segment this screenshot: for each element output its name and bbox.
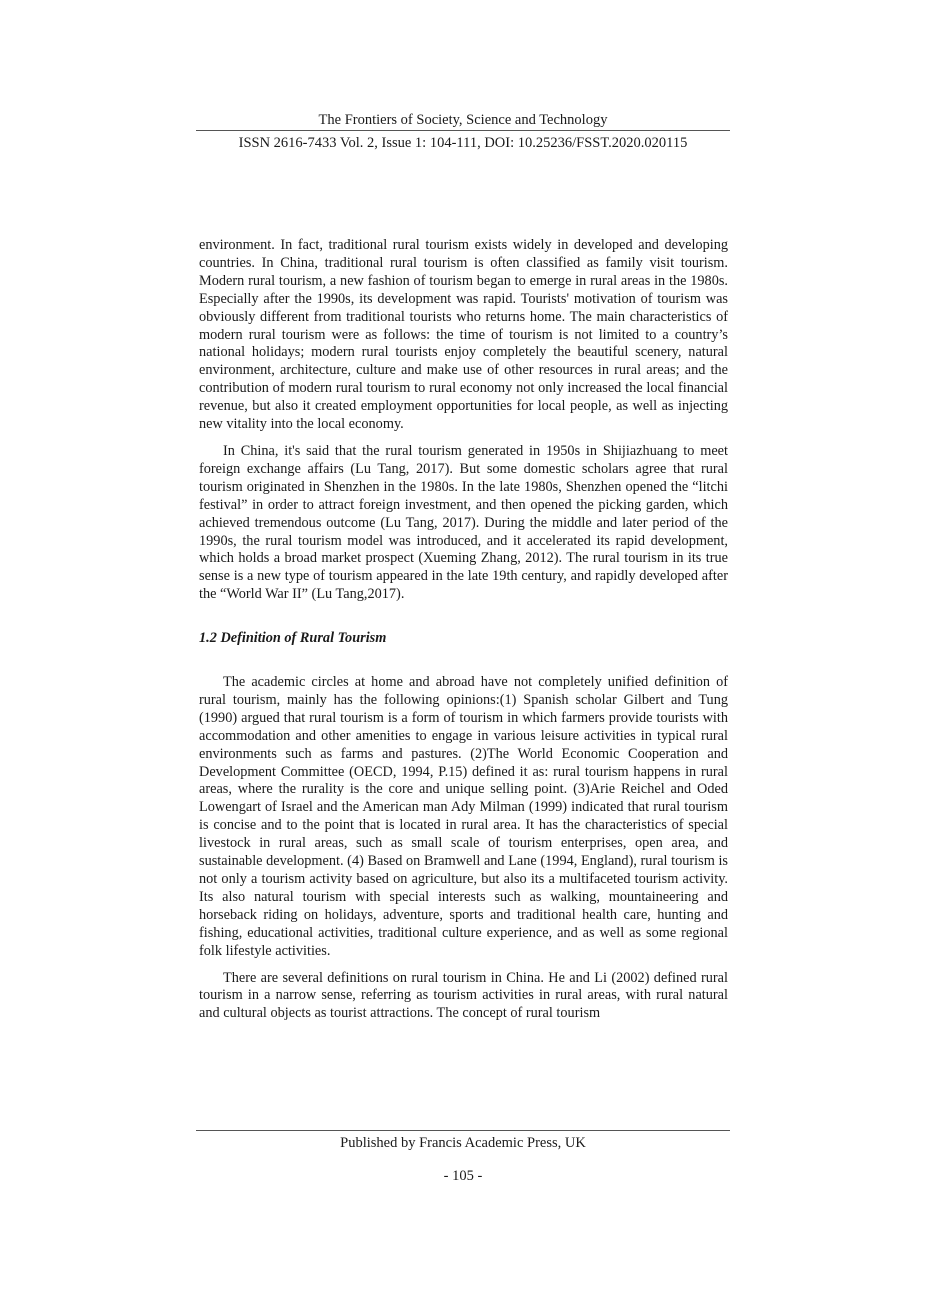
footer-rule [196,1130,730,1131]
body-text [199,237,728,1032]
running-header-journal: The Frontiers of Society, Science and Technology [318,112,608,128]
paragraph-definitions-abroad: The academic circles at home and abroad have not completely unified definition of rural tourism, mainly has the following opinions:(1) Spanish scholar Gilbert and Tung (1990) argued that rural tourism is a form of tourism in which farmers provide tourists with accommodation and other amenities to engage in various leisure activities in typical rural environments such as farms and pastures. (2)The World Economic Cooperation and Development Committee (OECD, 1994, P.15) defined it as: rural tourism happens in rural areas, where the rurality is the core and unique selling point. (3)Arie Reichel and Oded Lowengart of Israel and the American man Ady Milman (1999) indicated that rural tourism is concise and to the point that is located in rural area. It has the characteristics of special livestock in rural areas, such as small scale of tourism enterprises, open area, and sustainable development. (4) Based on Bramwell and Lane (1994, England), rural tourism is not only a tourism activity based on agriculture, but also its a multifaceted tourism activity. Its also natural tourism with special interests such as walking, mountaineering and horseback riding on holidays, adventure, sports and traditional health care, hunting and fishing, educational activities, traditional culture experience, and as well as some regional folk lifestyle activities. [199,674,728,959]
paragraph-definitions-china: There are several definitions on rural tourism in China. He and Li (2002) defined rural tourism in a narrow sense, referring as tourism activities in rural areas, with rural natural and cultural objects as tourist attractions. The concept of rural tourism [199,969,728,1022]
page-number: - 105 - [443,1168,483,1184]
section-heading: 1.2 Definition of Rural Tourism [199,630,387,647]
header-rule [196,130,730,131]
paragraph-continuation: environment. In fact, traditional rural tourism exists widely in developed and developing countries. In China, traditional rural tourism is often classified as family visit tourism. Modern rural tourism, a new fashion of tourism began to emerge in rural areas in the 1980s. Especially after the 1990s, its development was rapid. Tourists' motivation of tourism was obviously different from traditional tourists who returns home. The main characteristics of modern rural tourism were as follows: the time of tourism is not limited to a country’s national holidays; modern rural tourists enjoy completely the beautiful scenery, natural environment, architecture, culture and make use of other resources in rural areas; and the contribution of modern rural tourism to rural economy not only increased the local financial revenue, but also it created employment opportunities for local people, as well as injecting new vitality into the local economy. [199,237,728,433]
paragraph-history-china: In China, it's said that the rural tourism generated in 1950s in Shijiazhuang to meet foreign exchange affairs (Lu Tang, 2017). But some domestic scholars agree that rural tourism originated in Shenzhen in the 1980s. In the late 1980s, Shenzhen opened the “litchi festival” in order to attract foreign investment, and then opened the picking garden, which achieved tremendous outcome (Lu Tang, 2017). During the middle and later period of the 1990s, the rural tourism model was introduced, and it accelerated its rapid development, which holds a broad market prospect (Xueming Zhang, 2012). The rural tourism in its true sense is a new type of tourism appeared in the late 19th century, and rapidly developed after the “World War II” (Lu Tang,2017). [199,442,728,603]
footer-publisher: Published by Francis Academic Press, UK [340,1135,586,1151]
running-header-issn: ISSN 2616-7433 Vol. 2, Issue 1: 104-111, DOI: 10.25236/FSST.2020.020115 [238,135,688,151]
